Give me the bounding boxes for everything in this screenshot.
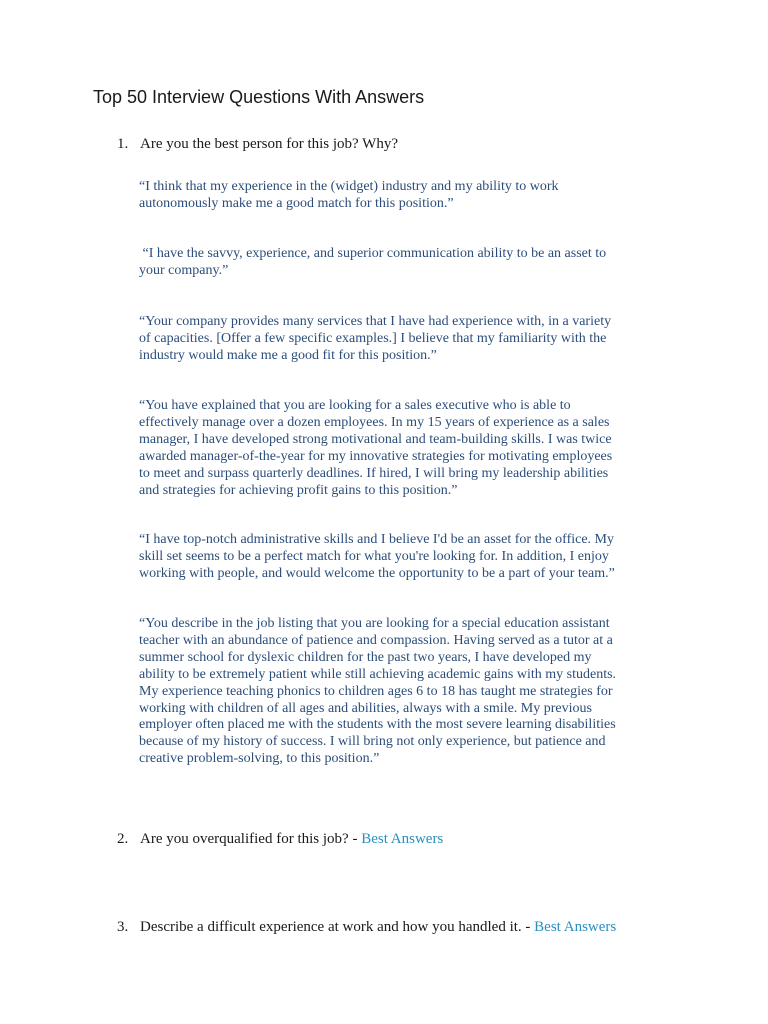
answer-line: creative problem-solving, to this position.” bbox=[139, 751, 380, 767]
answer-line: teacher with an abundance of patience and compassion. Having served as a tutor at a bbox=[139, 632, 613, 648]
best-answers-link[interactable]: Best Answers bbox=[361, 831, 444, 847]
question-number: 3. bbox=[117, 919, 129, 935]
answer-line: industry would make me a good fit for this position.” bbox=[139, 347, 437, 363]
answer-line: ability to be extremely patient while still achieving academic gains with my students. bbox=[139, 666, 617, 682]
answer-line: “I have top-notch administrative skills and I believe I'd be an asset for the office. My bbox=[139, 532, 615, 547]
question-number: 1. bbox=[117, 136, 129, 152]
answer-example-2 bbox=[139, 246, 679, 280]
question-text bbox=[140, 918, 616, 936]
answer-line: “I have the savvy, experience, and superior communication ability to be an asset to bbox=[139, 246, 607, 261]
answer-line: employer often placed me with the students with the most severe learning disabilities bbox=[139, 717, 616, 733]
answer-example-1 bbox=[139, 179, 679, 213]
answer-line: My experience teaching phonics to children ages 6 to 18 has taught me strategies for bbox=[139, 683, 613, 699]
question-text-content: Are you overqualified for this job? - bbox=[140, 831, 362, 847]
question-text bbox=[140, 830, 443, 848]
answer-line: “I think that my experience in the (widget) industry and my ability to work bbox=[139, 179, 559, 194]
answer-line: of capacities. [Offer a few specific examples.] I believe that my familiarity with the bbox=[139, 330, 607, 346]
answer-line: summer school for dyslexic children for the past two years, I have developed my bbox=[139, 649, 592, 665]
answer-line: and strategies for achieving profit gains to this position.” bbox=[139, 482, 458, 498]
answer-example-4 bbox=[139, 398, 679, 499]
answer-line: “Your company provides many services that I have had experience with, in a variety bbox=[139, 314, 612, 329]
question-text: Are you the best person for this job? Why? bbox=[140, 136, 398, 152]
answer-example-3 bbox=[139, 314, 679, 365]
answer-example-5 bbox=[139, 532, 679, 583]
answer-line: “You describe in the job listing that you are looking for a special education assistant bbox=[139, 616, 610, 631]
answer-line: skill set seems to be a perfect match for what you're looking for. In addition, I enjoy bbox=[139, 548, 609, 564]
document-title: Top 50 Interview Questions With Answers bbox=[93, 87, 425, 107]
answer-line: “You have explained that you are looking for a sales executive who is able to bbox=[139, 398, 571, 413]
answer-line: because of my history of success. I will bring not only experience, but patience and bbox=[139, 734, 606, 750]
best-answers-link[interactable]: Best Answers bbox=[534, 919, 617, 935]
answer-line: awarded manager-of-the-year for my innovative strategies for motivating employees bbox=[139, 448, 613, 464]
question-text-content: Describe a difficult experience at work and how you handled it. - bbox=[140, 919, 535, 935]
question-number: 2. bbox=[117, 831, 129, 847]
answer-line: to meet and surpass quarterly deadlines. If hired, I will bring my leadership abilities bbox=[139, 465, 609, 481]
answer-line: effectively manage over a dozen employees. In my 15 years of experience as a sales bbox=[139, 414, 610, 430]
answer-line: your company.” bbox=[139, 262, 229, 278]
answer-line: working with children of all ages and abilities, always with a smile. My previous bbox=[139, 700, 592, 716]
answer-line: manager, I have developed strong motivational and team-building skills. I was twice bbox=[139, 431, 612, 447]
answer-line: autonomously make me a good match for this position.” bbox=[139, 195, 454, 211]
answer-line: working with people, and would welcome the opportunity to be a part of your team.” bbox=[139, 565, 615, 581]
answer-example-6 bbox=[139, 616, 679, 768]
